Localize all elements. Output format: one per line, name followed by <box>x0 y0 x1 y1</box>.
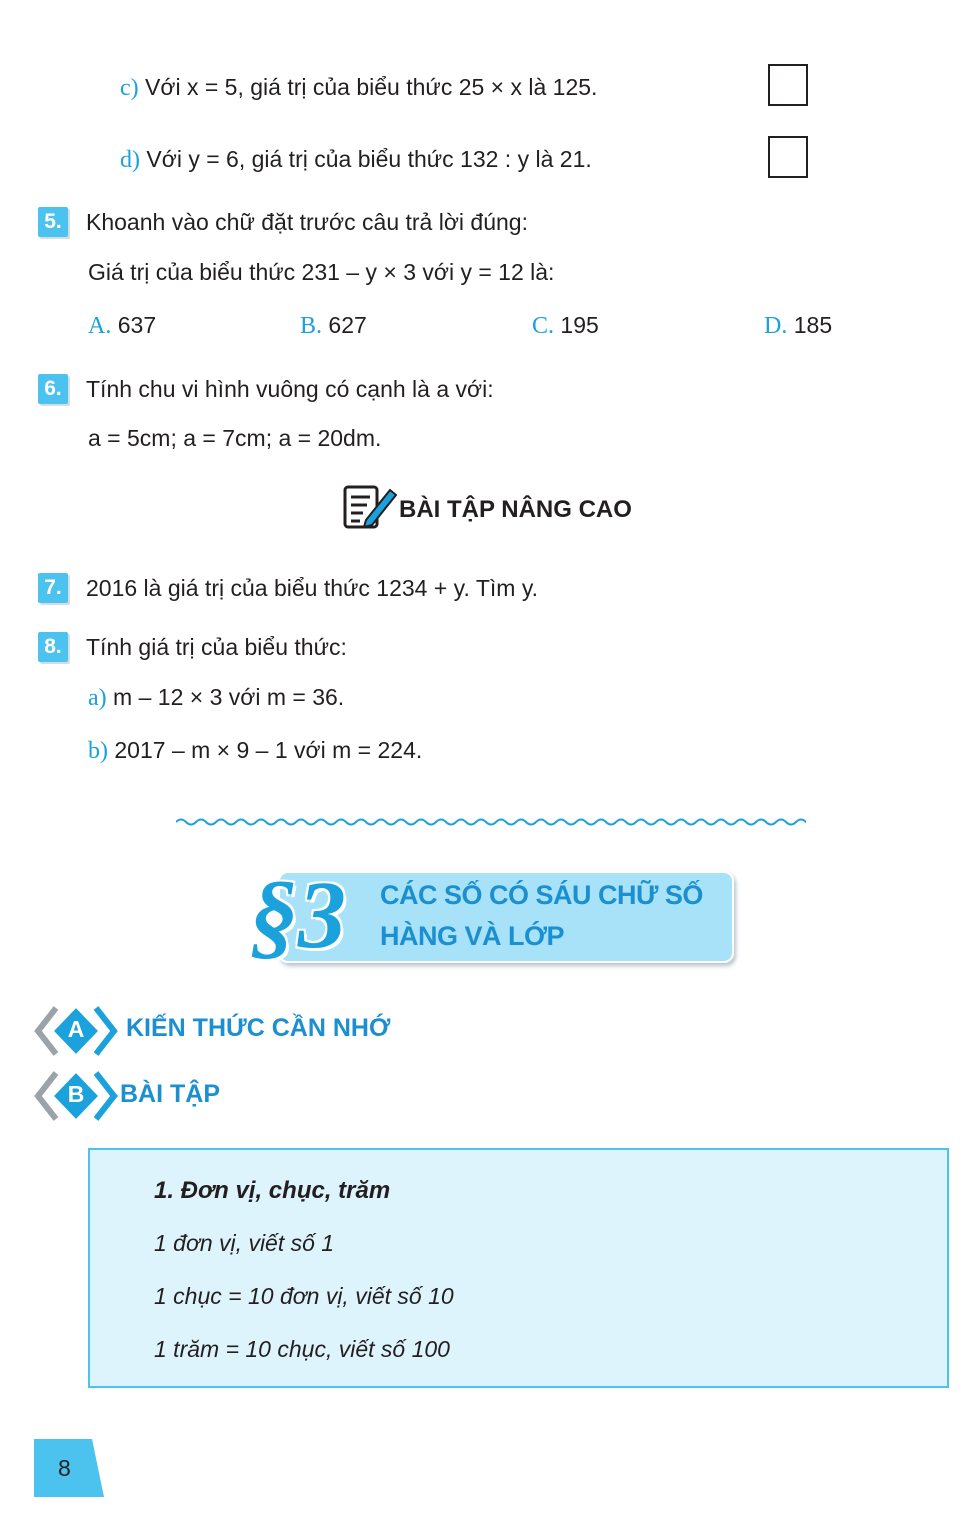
knowledge-line: 1 chục = 10 đơn vị, viết số 10 <box>154 1283 454 1309</box>
q5-question: Giá trị của biểu thức 231 – y × 3 với y = 12 là: <box>88 259 555 285</box>
option-letter: C. <box>532 313 555 339</box>
q6-instruction: Tính chu vi hình vuông có cạnh là a với: <box>86 376 494 402</box>
option-letter: A. <box>88 313 112 339</box>
q5-option-c[interactable] <box>532 312 599 340</box>
option-value: 627 <box>328 312 367 338</box>
q6-values: a = 5cm; a = 7cm; a = 20dm. <box>88 425 382 451</box>
section-a-title: KIẾN THỨC CẦN NHỚ <box>126 1014 391 1042</box>
q5-instruction: Khoanh vào chữ đặt trước câu trả lời đúng: <box>86 209 528 235</box>
q6-number-badge: 6. <box>38 374 68 404</box>
lesson-title-line1: CÁC SỐ CÓ SÁU CHỮ SỐ <box>380 880 703 910</box>
q8a-text: m – 12 × 3 với m = 36. <box>113 684 345 710</box>
lesson-title-line2: HÀNG VÀ LỚP <box>380 921 565 951</box>
q5-option-d[interactable] <box>764 312 832 340</box>
section-a-letter: A <box>67 1016 85 1042</box>
knowledge-heading: 1. Đơn vị, chục, trăm <box>154 1177 391 1204</box>
q8-number-badge: 8. <box>38 632 68 662</box>
option-value: 195 <box>560 312 599 338</box>
option-value: 185 <box>793 312 833 338</box>
lesson-symbol: §3 <box>250 861 346 968</box>
knowledge-line: 1 trăm = 10 chục, viết số 100 <box>154 1336 450 1362</box>
knowledge-box <box>88 1148 949 1388</box>
q4c-label: c) <box>120 75 139 101</box>
knowledge-line: 1 đơn vị, viết số 1 <box>154 1230 335 1256</box>
option-value: 637 <box>117 312 157 338</box>
pencil-notepad-icon <box>342 482 400 532</box>
q7-number-badge: 7. <box>38 573 68 603</box>
q5-option-a[interactable] <box>88 312 156 340</box>
section-b-letter: B <box>67 1081 85 1107</box>
page-number: 8 <box>58 1455 71 1481</box>
q7-text: 2016 là giá trị của biểu thức 1234 + y. Tìm y. <box>86 575 539 601</box>
q8a-label: a) <box>88 685 107 711</box>
q8a-line <box>88 684 344 712</box>
advanced-heading: BÀI TẬP NÂNG CAO <box>399 496 632 523</box>
section-b-badge <box>34 1067 118 1125</box>
q4d-text: Với y = 6, giá trị của biểu thức 132 : y là 21. <box>146 146 592 172</box>
q4c-text: Với x = 5, giá trị của biểu thức 25 × x là 125. <box>145 74 598 100</box>
q8b-text: 2017 – m × 9 – 1 với m = 224. <box>114 737 423 763</box>
q4d-label: d) <box>120 147 140 173</box>
q5-number-badge: 5. <box>38 207 68 237</box>
section-b-title: BÀI TẬP <box>120 1080 220 1108</box>
q8b-line <box>88 737 422 765</box>
q8b-label: b) <box>88 738 108 764</box>
q4d-checkbox[interactable] <box>768 136 808 178</box>
option-letter: D. <box>764 313 788 339</box>
q4c-checkbox[interactable] <box>768 64 808 106</box>
q5-option-b[interactable] <box>300 312 367 340</box>
q8-instruction: Tính giá trị của biểu thức: <box>86 634 347 660</box>
wavy-divider <box>176 814 806 830</box>
option-letter: B. <box>300 313 323 339</box>
q4d-line <box>120 146 592 174</box>
section-a-badge <box>34 1002 118 1060</box>
q4c-line <box>120 74 597 102</box>
